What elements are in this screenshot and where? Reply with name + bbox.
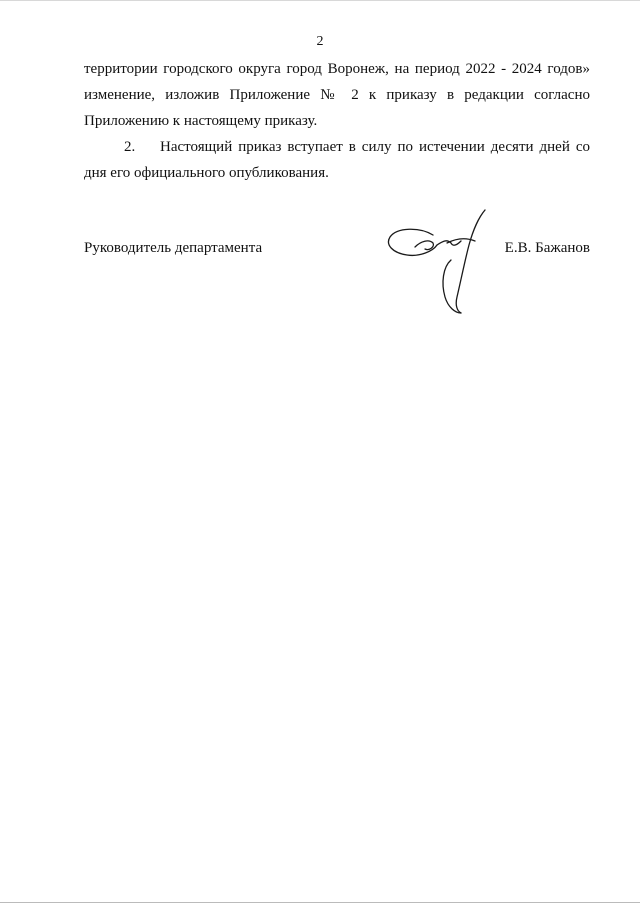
text-line — [84, 134, 590, 160]
text-line: дня его официального опубликования. — [84, 165, 329, 181]
signer-title: Руководитель департамента — [84, 240, 263, 256]
paragraph-item-2 — [84, 134, 590, 186]
signature-block — [84, 240, 590, 270]
scan-bottom-edge — [0, 902, 640, 903]
text-line: Приложению к настоящему приказу. — [84, 113, 318, 129]
text-line: изменение, изложив Приложение № 2 к приказу в редакции согласно — [84, 87, 590, 103]
signer-name: Е.В. Бажанов — [504, 240, 590, 256]
handwritten-signature — [385, 205, 495, 320]
item-text: Настоящий приказ вступает в силу по истечении десяти дней со — [160, 139, 590, 155]
text-line: территории городского округа город Воронеж, на период 2022 - 2024 годов» — [84, 61, 590, 77]
scan-top-edge — [0, 0, 640, 1]
item-number: 2. — [124, 139, 136, 155]
paragraph-continuation — [84, 56, 590, 134]
page-number: 2 — [316, 34, 324, 49]
